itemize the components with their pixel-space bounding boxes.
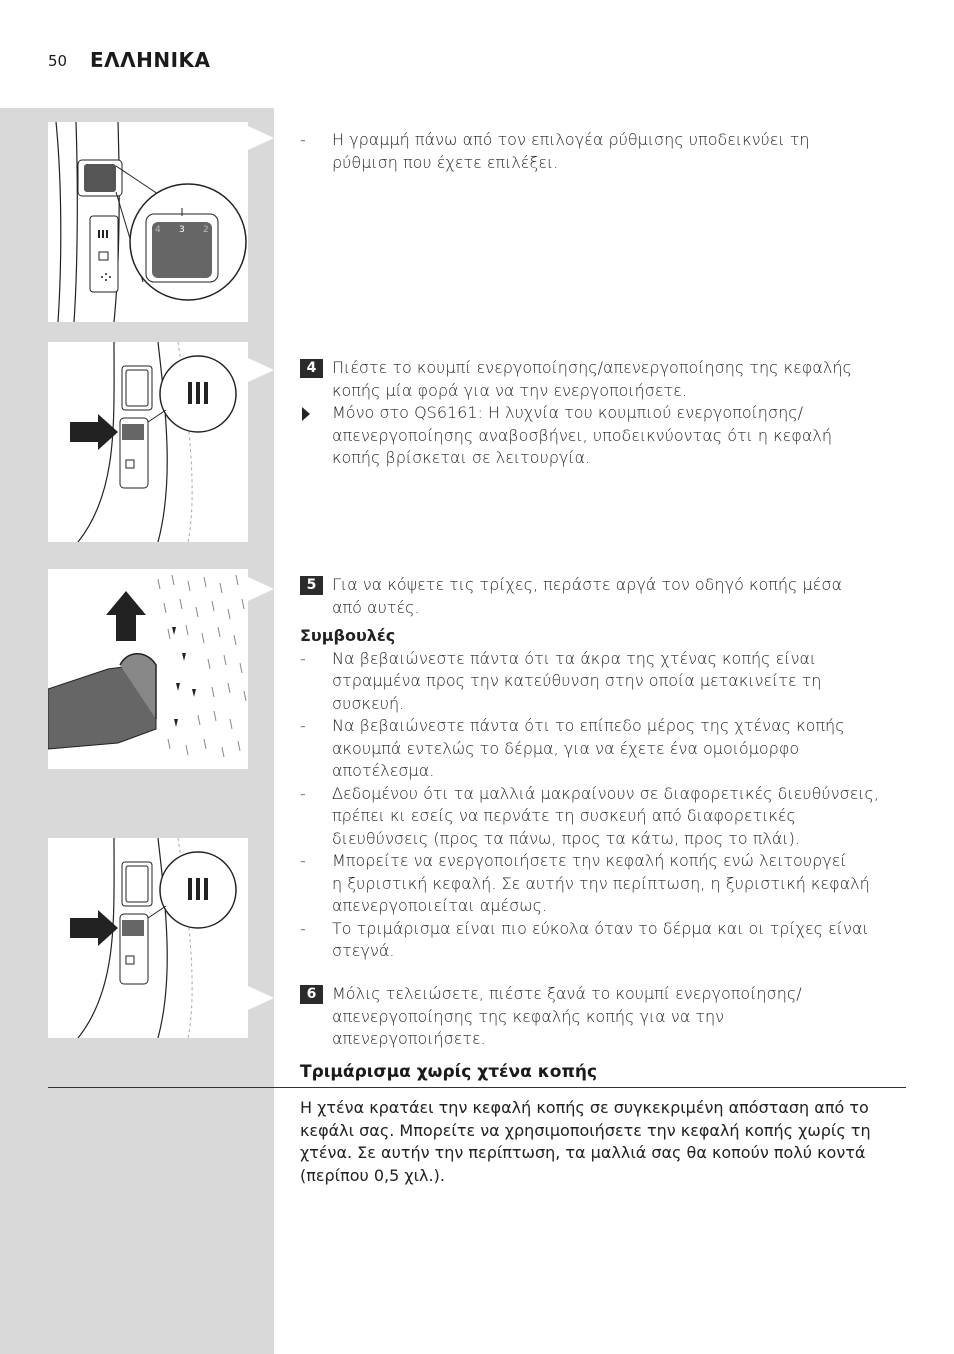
dial-label-4: 4 — [155, 225, 161, 235]
tip-item: - Το τριμάρισμα είναι πιο εύκολα όταν το δέρμα και οι τρίχες είναι στεγνά. — [300, 918, 869, 960]
dial-label-2: 2 — [203, 225, 209, 235]
step-4-result-line-2: απενεργοποίησης αναβοσβήνει, υποδεικνύοντας ότι η κεφαλή — [332, 425, 832, 445]
figure-pointer — [248, 126, 274, 150]
step-6-number: 6 — [300, 985, 323, 1004]
triangle-bullet-icon — [302, 407, 310, 421]
page-number: 50 — [48, 52, 68, 70]
tips-heading: Συμβουλές — [300, 626, 396, 645]
model-name: QS6161 — [414, 403, 478, 422]
step-5-line-2: από αυτές. — [332, 597, 420, 617]
step-6 — [300, 983, 906, 1051]
step-5-number: 5 — [300, 576, 323, 595]
section-heading: Τριμάρισμα χωρίς χτένα κοπής — [300, 1062, 598, 1082]
figure-setting-selector — [48, 122, 248, 322]
dial-label-3: 3 — [179, 225, 185, 235]
step-5-line-1: Για να κόψετε τις τρίχες, περάστε αργά τον οδηγό κοπής μέσα — [332, 575, 842, 594]
step-6-line-2: απενεργοποίησης της κεφαλής κοπής για να την — [332, 1006, 725, 1026]
figure-pointer — [248, 577, 274, 601]
figure-pointer — [248, 986, 274, 1010]
step-4-line-2: κοπής μία φορά για να την ενεργοποιήσετε. — [332, 380, 687, 400]
tip-item: - Μπορείτε να ενεργοποιήσετε την κεφαλή κοπής ενώ λειτουργεί η ξυριστική κεφαλή. Σε αυτήν την περίπτωση, η ξυριστική κεφαλή απενεργοποιείται αμέσως. — [300, 851, 870, 915]
step-4-result-line-1: Μόνο στο QS6161: Η λυχνία του κουμπιού ενεργοποίησης/ — [332, 403, 804, 422]
tip-item: - Να βεβαιώνεστε πάντα ότι το επίπεδο μέρος της χτένας κοπής ακουμπά εντελώς το δέρμα, για να έχετε ένα ομοιόμορφο αποτέλεσμα. — [300, 716, 845, 780]
step-4 — [300, 357, 906, 470]
setting-note: - Η γραμμή πάνω από τον επιλογέα ρύθμισης υποδεικνύει τη ρύθμιση που έχετε επιλέξει. — [300, 129, 906, 174]
step-4-result-line-3: κοπής βρίσκεται σε λειτουργία. — [332, 448, 591, 467]
tip-item: - Να βεβαιώνεστε πάντα ότι τα άκρα της χτένας κοπής είναι στραμμένα προς την κατεύθυνση στην οποία μετακινείτε τη συσκευή. — [300, 648, 822, 713]
tip-item: - Δεδομένου ότι τα μαλλιά μακραίνουν σε διαφορετικές διευθύνσεις, πρέπει κι εσείς να περνάτε τη συσκευή από διαφορετικές διευθύνσεις (προς τα πάνω, προς τα κάτω, προς το πλάι). — [300, 783, 880, 848]
step-4-line-1: Πιέστε το κουμπί ενεργοποίησης/απενεργοποίησης της κεφαλής — [332, 358, 852, 377]
section-paragraph: Η χτένα κρατάει την κεφαλή κοπής σε συγκεκριμένη απόσταση από το κεφάλι σας. Μπορείτε να χρησιμοποιήσετε την κεφαλή κοπής χωρίς τη χτένα. Σε αυτήν την περίπτωση, τα μαλλιά σας θα κοπούν πολύ κοντά (περίπου 0,5 χιλ.). — [300, 1098, 871, 1185]
setting-note-line-2: ρύθμιση που έχετε επιλέξει. — [332, 152, 559, 172]
language-title: ΕΛΛΗΝΙΚΑ — [90, 48, 211, 72]
step-4-number: 4 — [300, 359, 323, 378]
figure-trim-hair — [48, 569, 248, 769]
step-6-line-1: Μόλις τελειώσετε, πιέστε ξανά το κουμπί ενεργοποίησης/ — [332, 984, 802, 1003]
setting-note-line-1: Η γραμμή πάνω από τον επιλογέα ρύθμισης υποδεικνύει τη — [332, 130, 810, 149]
step-6-line-3: απενεργοποιήσετε. — [332, 1029, 486, 1048]
section-divider — [48, 1087, 906, 1088]
figure-pointer — [248, 358, 274, 382]
figure-press-button-again — [48, 838, 248, 1038]
figure-press-button — [48, 342, 248, 542]
step-5 — [300, 574, 906, 963]
